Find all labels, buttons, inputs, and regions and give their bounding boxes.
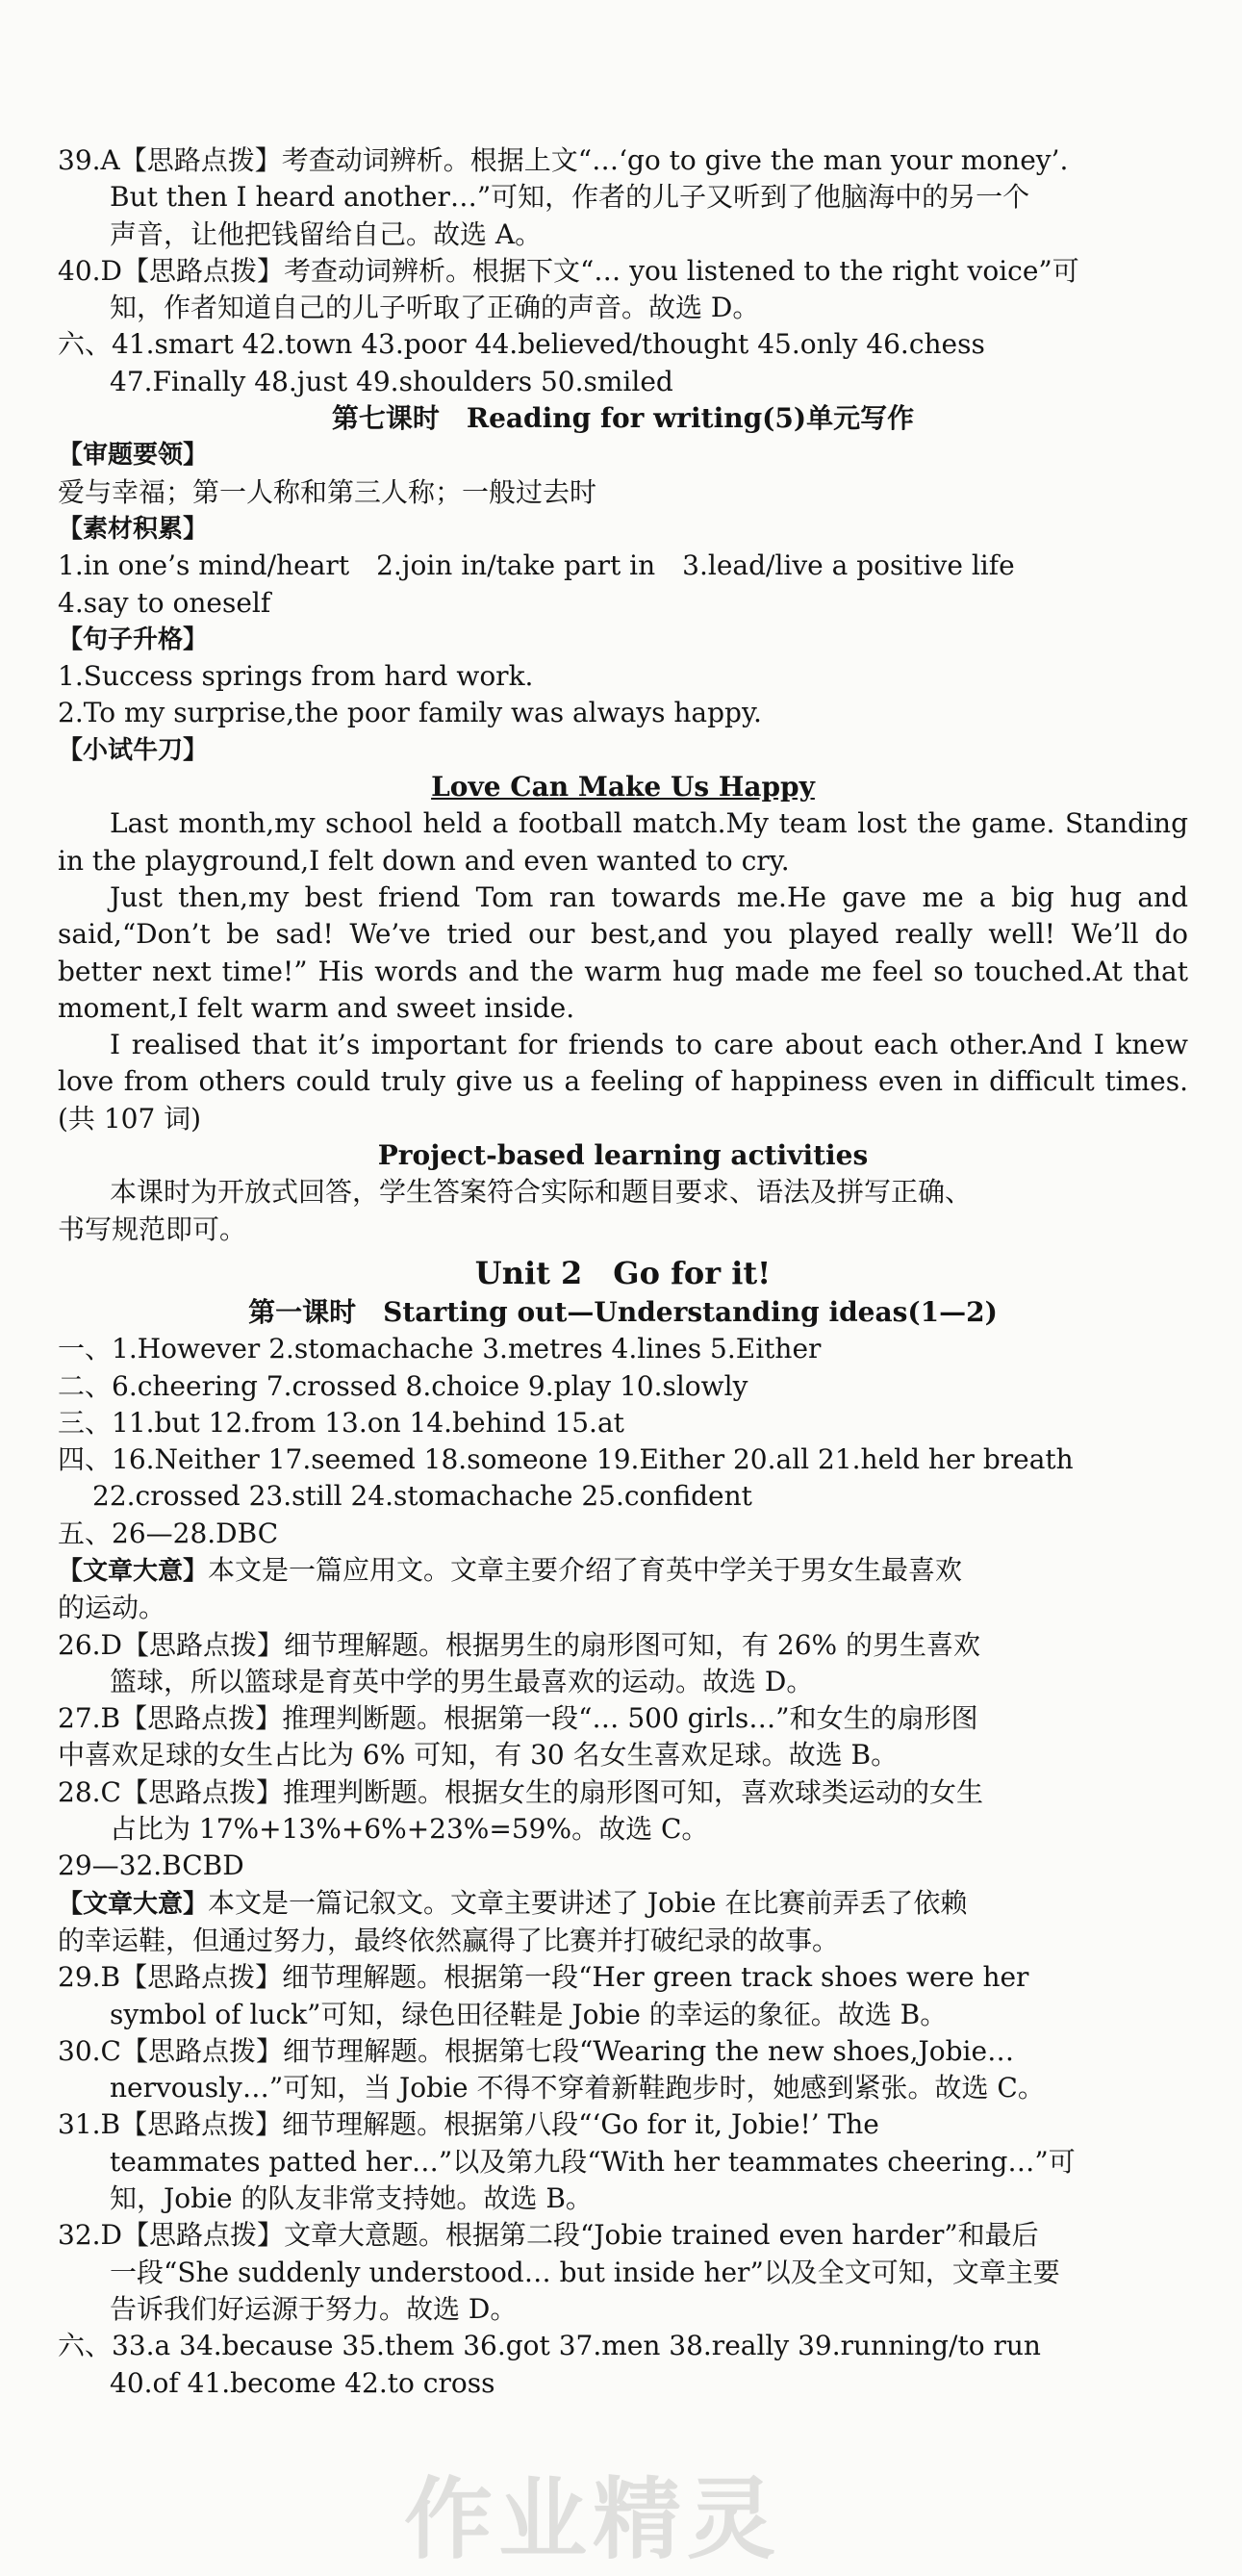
main-idea-1-cont: 的运动。 [58, 1592, 166, 1624]
material-item: 1.in one’s mind/heart 2.join in/take part in 3.lead/live a positive life [58, 549, 1015, 582]
answer-26-cont: 篮球，所以篮球是育英中学的男生最喜欢的运动。故选 D。 [110, 1665, 814, 1697]
answer-31: 31.B【思路点拨】细节理解题。根据第八段“‘Go for it, Jobie!’ The [58, 2108, 879, 2141]
section-4-answers: 四、16.Neither 17.seemed 18.someone 19.Either 20.all 21.held her breath [58, 1443, 1074, 1476]
sentence-item: 2.To my surprise,the poor family was always happy. [58, 697, 762, 729]
trial-label: 【小试牛刀】 [58, 735, 209, 765]
main-idea-text: 本文是一篇应用文。文章主要介绍了育英中学关于男女生最喜欢 [208, 1553, 963, 1586]
answer-26: 26.D【思路点拨】细节理解题。根据男生的扇形图可知，有 26% 的男生喜欢 [58, 1628, 981, 1661]
section-6b-answers-cont: 40.of 41.become 42.to cross [110, 2366, 495, 2399]
section-4-answers-cont: 22.crossed 23.still 24.stomachache 25.confident [92, 1480, 752, 1513]
answer-30-cont: nervously…”可知，当 Jobie 不得不穿着新鞋跑步时，她感到紧张。故选 C。 [110, 2072, 1045, 2104]
section-3-answers: 三、11.but 12.from 13.on 14.behind 15.at [58, 1406, 624, 1439]
section-6-answers: 六、41.smart 42.town 43.poor 44.believed/thought 45.only 46.chess [58, 328, 985, 361]
watermark: 作业精灵 [404, 2468, 782, 2571]
answer-39: 39.A【思路点拨】考查动词辨析。根据上文“…‘go to give the man your money’. [58, 144, 1069, 176]
answer-27-cont: 中喜欢足球的女生占比为 6% 可知，有 30 名女生喜欢足球。故选 B。 [58, 1739, 899, 1772]
sentence-item: 1.Success springs from hard work. [58, 660, 534, 693]
material-item: 4.say to oneself [58, 586, 271, 619]
main-idea-label: 【文章大意】 [58, 1889, 209, 1919]
lesson-7-title: 第七课时 Reading for writing(5)单元写作 [331, 402, 915, 435]
review-label: 【审题要领】 [58, 441, 209, 471]
main-idea-2-cont: 的幸运鞋，但通过努力，最终依然赢得了比赛并打破纪录的故事。 [58, 1924, 840, 1956]
answer-29-cont: symbol of luck”可知，绿色田径鞋是 Jobie 的幸运的象征。故选 B。 [110, 1998, 948, 2030]
material-label: 【素材积累】 [58, 514, 209, 544]
main-idea-label: 【文章大意】 [58, 1556, 209, 1586]
answer-32-cont: 告诉我们好运源于努力。故选 D。 [110, 2292, 518, 2325]
section-5-answers: 五、26—28.DBC [58, 1517, 279, 1549]
main-idea-1 [58, 1552, 1188, 1590]
answer-31-cont: 知，Jobie 的队友非常支持她。故选 B。 [110, 2182, 593, 2215]
main-idea-text: 本文是一篇记叙文。文章主要讲述了 Jobie 在比赛前弄丢了依赖 [208, 1886, 968, 1919]
answer-29: 29.B【思路点拨】细节理解题。根据第一段“Her green track shoes were her [58, 1961, 1029, 1994]
answer-40-cont: 知，作者知道自己的儿子听取了正确的声音。故选 D。 [110, 292, 760, 324]
essay-paragraph: Last month,my school held a football match.My team lost the game. Standing in the playground,I felt down and even wanted to cry. [58, 807, 1188, 877]
review-text: 爱与幸福；第一人称和第三人称；一般过去时 [58, 475, 597, 508]
section-2-answers: 二、6.cheering 7.crossed 8.choice 9.play 10.slowly [58, 1369, 748, 1402]
pbl-title: Project-based learning activities [377, 1139, 869, 1172]
section-6b-answers: 六、33.a 34.because 35.them 36.got 37.men 38.really 39.running/to run [58, 2330, 1041, 2362]
answer-27: 27.B【思路点拨】推理判断题。根据第一段“… 500 girls…”和女生的扇形图 [58, 1702, 978, 1735]
answer-32: 32.D【思路点拨】文章大意题。根据第二段“Jobie trained even harder”和最后 [58, 2219, 1039, 2252]
pbl-text: 书写规范即可。 [58, 1212, 247, 1245]
answers-29-32: 29—32.BCBD [58, 1849, 244, 1882]
essay-paragraph: I realised that it’s important for friends to care about each other.And I knew love from others could truly give us a feeling of happiness even in difficult times.(共 107 词) [58, 1029, 1188, 1135]
answer-39-cont: 声音，让他把钱留给自己。故选 A。 [110, 217, 543, 250]
essay-paragraph: Just then,my best friend Tom ran towards me.He gave me a big hug and said,“Don’t be sad! We’ve tried our best,and you played really well! We’ll do better next time!” His words and the warm hug made me feel so touched.At that moment,I felt warm and sweet inside. [58, 880, 1188, 1024]
lesson-1-title: 第一课时 Starting out—Understanding ideas(1—2) [248, 1295, 998, 1328]
section-1-answers: 一、1.However 2.stomachache 3.metres 4.lines 5.Either [58, 1333, 822, 1365]
answer-28: 28.C【思路点拨】推理判断题。根据女生的扇形图可知，喜欢球类运动的女生 [58, 1775, 983, 1808]
pbl-text: 本课时为开放式回答，学生答案符合实际和题目要求、语法及拼写正确、 [110, 1176, 973, 1209]
answer-39-cont: But then I heard another…”可知，作者的儿子又听到了他脑海中的另一个 [110, 181, 1030, 214]
answer-28-cont: 占比为 17%+13%+6%+23%=59%。故选 C。 [110, 1813, 709, 1846]
answer-column [58, 142, 1188, 2402]
unit-title: Unit 2 Go for it! [474, 1254, 772, 1291]
main-idea-2 [58, 1885, 1188, 1923]
answer-32-cont: 一段“She suddenly understood… but inside her”以及全文可知，文章主要 [110, 2256, 1060, 2288]
answer-40: 40.D【思路点拨】考查动词辨析。根据下文“… you listened to the right voice”可 [58, 254, 1079, 287]
essay-title: Love Can Make Us Happy [431, 771, 815, 803]
section-6-answers-cont: 47.Finally 48.just 49.shoulders 50.smiled [110, 365, 673, 397]
answer-30: 30.C【思路点拨】细节理解题。根据第七段“Wearing the new shoes,Jobie… [58, 2034, 1015, 2067]
sentence-label: 【句子升格】 [58, 625, 209, 654]
answer-31-cont: teammates patted her…”以及第九段“With her teammates cheering…”可 [110, 2145, 1076, 2178]
essay-title-line [58, 769, 1188, 805]
